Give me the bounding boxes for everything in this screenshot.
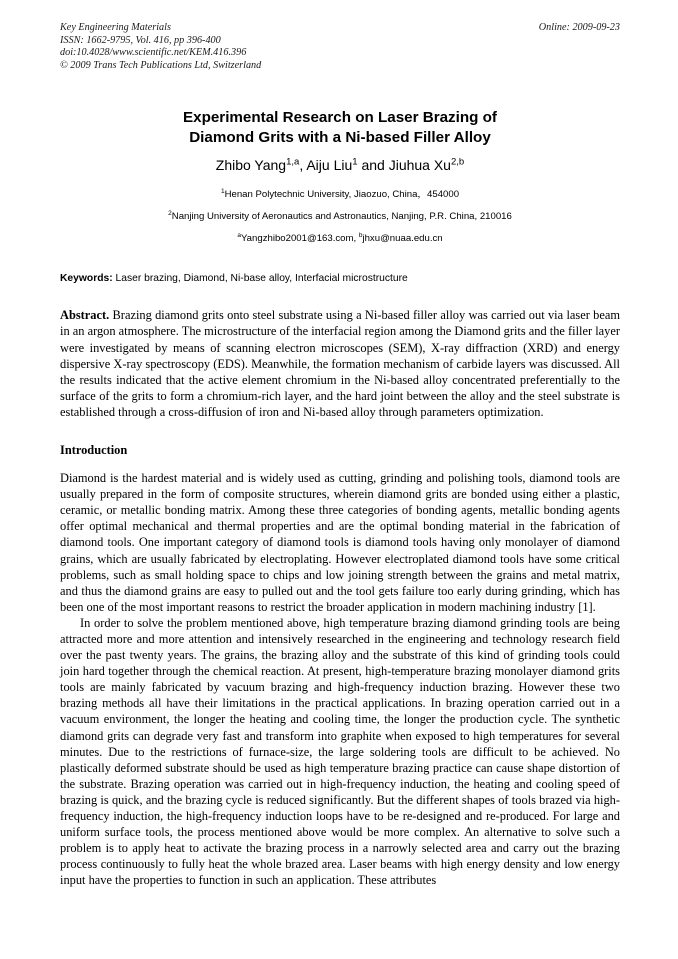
author-separator-2: and <box>357 157 389 174</box>
journal-issn: ISSN: 1662-9795, Vol. 416, pp 396-400 <box>60 34 221 46</box>
affiliation-1 <box>60 184 620 206</box>
author-2-superscript: 1 <box>352 156 358 168</box>
affiliation-1-marker: 1 <box>220 188 225 196</box>
email-b: jhxu@nuaa.edu.cn <box>362 233 443 245</box>
email-a: Yangzhibo2001@163.com, <box>241 233 359 245</box>
affiliation-2-text: Nanjing University of Aeronautics and Astronautics, Nanjing, P.R. China, 210016 <box>171 211 512 223</box>
section-heading-introduction: Introduction <box>60 443 128 458</box>
author-1-superscript: 1,a <box>286 156 300 168</box>
affiliation-1-text: Henan Polytechnic University, Jiaozuo, China，454000 <box>224 189 460 201</box>
affiliation-list <box>60 184 620 250</box>
affiliation-2-marker: 2 <box>168 210 172 218</box>
affiliation-2 <box>60 206 620 228</box>
email-b-marker: b <box>358 232 363 240</box>
keywords-label: Keywords: <box>60 273 113 285</box>
author-3-superscript: 2,b <box>450 156 465 168</box>
journal-doi: doi:10.4028/www.scientific.net/KEM.416.396 <box>60 47 247 59</box>
keywords-line <box>60 272 620 286</box>
author-emails <box>60 228 620 250</box>
author-1-name: Zhibo Yang <box>215 157 287 174</box>
abstract-block <box>60 307 620 420</box>
abstract-text: Brazing diamond grits onto steel substrate using a Ni-based filler alloy was carried out via laser beam in an argon atmosphere. The microstructure of the interfacial region among the Diamond grits and the filler layer were investigated by means of scanning electron microscopes (SEM), X-ray diffraction (XRD) and energy dispersive X-ray spectroscopy (EDS). Meanwhile, the formation mechanism of carbide layers was discussed. All the results indicated that the active element chromium in the Ni-based alloy concentrated preferentially to the surface of the grits to form a chromium-rich layer, and the hard joint between the alloy and the steel substrate is established through a cross-diffusion of iron and Ni-based alloy through parameters optimization. <box>60 308 620 419</box>
journal-name: Key Engineering Materials <box>60 22 171 33</box>
online-date: Online: 2009-09-23 <box>538 22 620 33</box>
introduction-paragraph-1: Diamond is the hardest material and is widely used as cutting, grinding and polishing tools, diamond tools are usually prepared in the form of composite structures, wherein diamond grits are bonded using either a plastic, ceramic, or metallic bonding matrix. Among these three categories of bonding agents, metallic bonding agents offer optimal mechanical and thermal properties and are the optimal bonding material in the fabrication of diamond tools. One important category of diamond tools is diamond tools having only monolayer of diamond grains, which are usually fabricated by electroplating. However electroplated diamond tools have some critical problems, such as small holding space to chips and low joining strength between the grains and metal matrix, and thus the diamond grains are easy to pulled out and the tool gets failure too early during grinding, which has been one of the most important reasons to restrict the broader application in modern machining industry [1]. <box>60 471 620 614</box>
author-separator-1: , <box>299 157 307 174</box>
keywords-text: Laser brazing, Diamond, Ni-base alloy, Interfacial microstructure <box>112 273 408 285</box>
introduction-paragraph-2: In order to solve the problem mentioned above, high temperature brazing diamond grinding tools are being attracted more and more attention and intensively researched in the engineering and technology research field over the past twenty years. The grains, the brazing alloy and the substrate of this kind of grinding tools could join hard together through the chemical reaction. At present, high-temperature brazing monolayer diamond grits tools are mainly fabricated by vacuum brazing and high-frequency induction brazing. However these two brazing methods all have their limitations in the practical applications. In brazing operation carried out in a vacuum environment, the longer the heating and cooling time, the longer the production cycle. The synthetic diamond grits can degrade very fast and transform into graphite when exposed to high temperatures for several minutes. Due to the restrictions of furnace-size, the large soldering tools are difficult to be achieved. No plastically deformed substrate should be used as high temperature brazing practice can cause shape distortion of the substrate. Brazing operation was carried out in high-frequency induction, the heating and cooling speed of brazing is quick, and the brazing cycle is reduced significantly. But the different shapes of tools brazed via high-frequency induction, the high-frequency induction loops have to be re-designed and re-produced. For large and uniform surface tools, the process mentioned above would be more complex. An alternative to solve such a problem is to apply heat to activate the brazing process in a narrowly selected area and carry out the brazing process continuously to fully heat the whole brazed area. Laser beams with high energy density and low energy input have the properties to function in such an application. These attributes <box>60 615 620 888</box>
page-content <box>60 22 620 888</box>
journal-header <box>60 22 620 72</box>
journal-copyright: © 2009 Trans Tech Publications Ltd, Switzerland <box>60 59 262 71</box>
title-line-1: Experimental Research on Laser Brazing of <box>183 109 497 127</box>
page-title <box>60 108 620 148</box>
title-line-2: Diamond Grits with a Ni-based Filler Alloy <box>189 129 491 147</box>
author-3-name: Jiuhua Xu <box>388 157 451 174</box>
email-a-marker: a <box>237 232 241 240</box>
author-2-name: Aiju Liu <box>306 157 353 174</box>
abstract-label: Abstract. <box>60 308 110 323</box>
author-list <box>60 156 620 175</box>
